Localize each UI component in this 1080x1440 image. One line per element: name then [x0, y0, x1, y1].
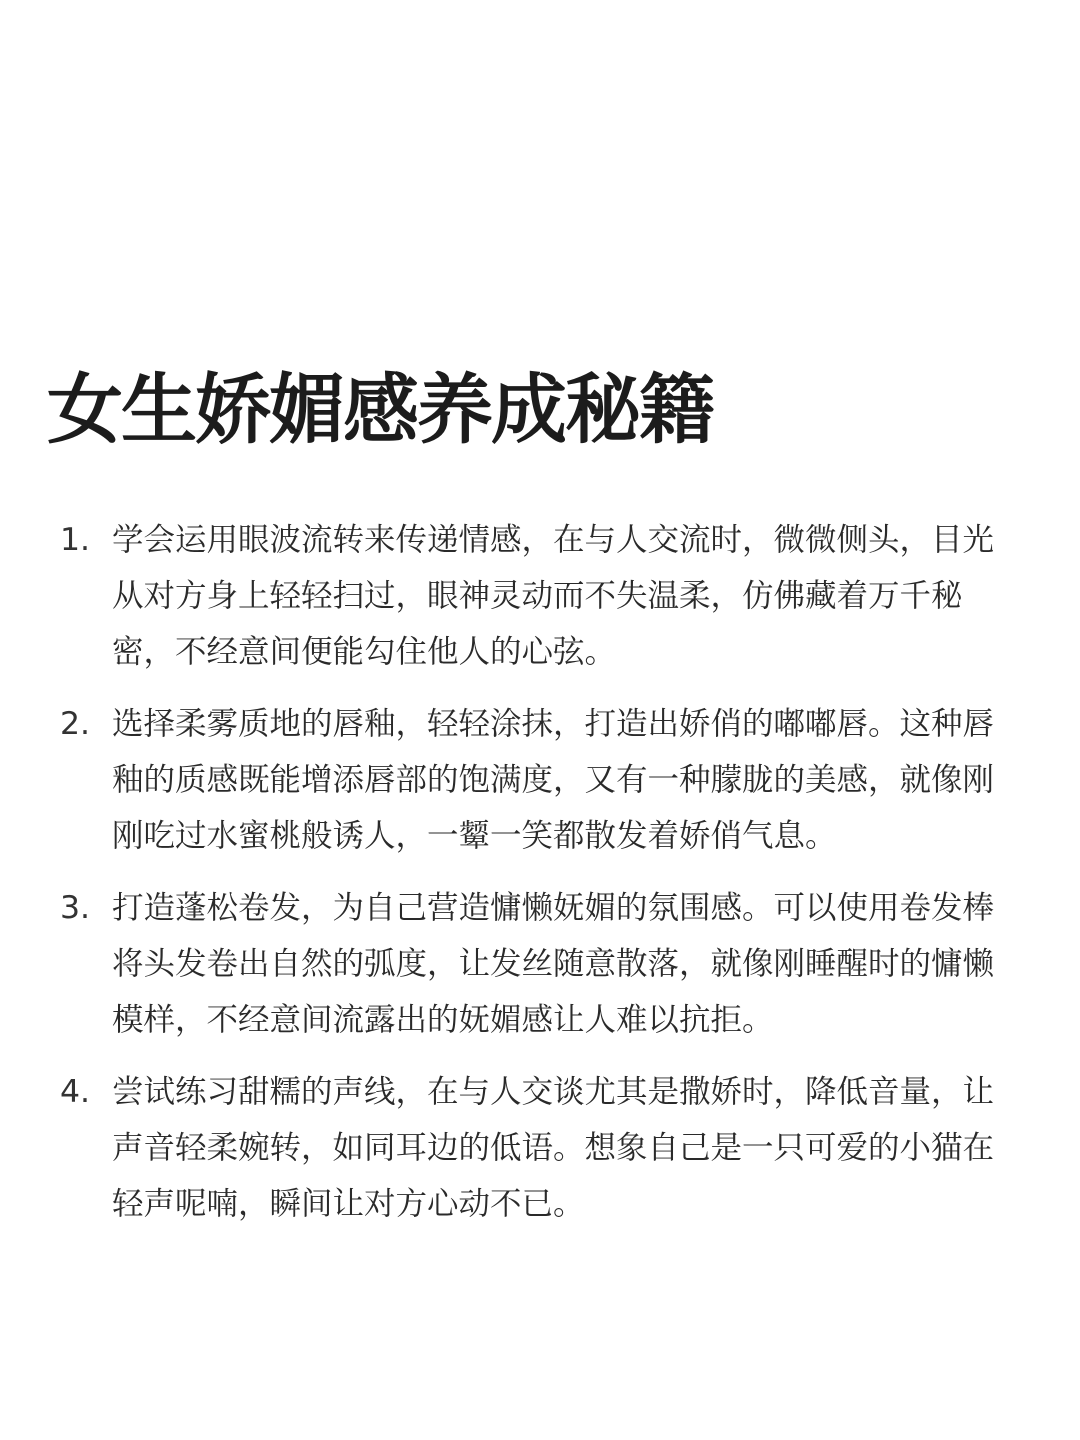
list-item	[60, 1064, 1010, 1232]
list-item	[60, 512, 1010, 680]
list-item-number: 1.	[60, 522, 91, 558]
list-item-text: 打造蓬松卷发，为自己营造慵懒妩媚的氛围感。可以使用卷发棒将头发卷出自然的弧度，让发丝随意散落，就像刚睡醒时的慵懒模样，不经意间流露出的妩媚感让人难以抗拒。	[112, 890, 995, 1038]
list-item-text: 尝试练习甜糯的声线，在与人交谈尤其是撒娇时，降低音量，让声音轻柔婉转，如同耳边的低语。想象自己是一只可爱的小猫在轻声呢喃，瞬间让对方心动不已。	[112, 1074, 995, 1222]
list-item	[60, 880, 1010, 1048]
list-item-text: 学会运用眼波流转来传递情感，在与人交流时，微微侧头，目光从对方身上轻轻扫过，眼神灵动而不失温柔，仿佛藏着万千秘密，不经意间便能勾住他人的心弦。	[112, 522, 995, 670]
list-item	[60, 696, 1010, 864]
page-title: 女生娇媚感养成秘籍	[47, 365, 713, 454]
list-item-text: 选择柔雾质地的唇釉，轻轻涂抹，打造出娇俏的嘟嘟唇。这种唇釉的质感既能增添唇部的饱满度，又有一种朦胧的美感，就像刚刚吃过水蜜桃般诱人，一颦一笑都散发着娇俏气息。	[112, 706, 995, 854]
tips-list	[60, 512, 1010, 1248]
list-item-number: 3.	[60, 890, 91, 926]
list-item-number: 2.	[60, 706, 91, 742]
list-item-number: 4.	[60, 1074, 91, 1110]
